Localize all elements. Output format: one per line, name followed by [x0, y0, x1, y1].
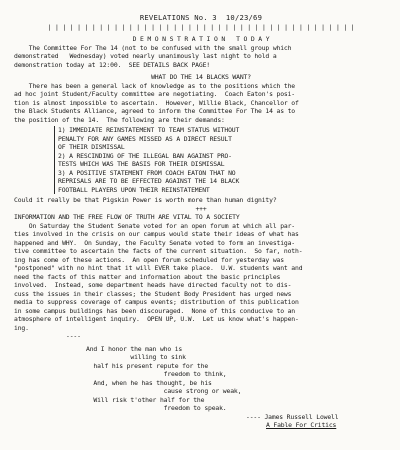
- body-line: happened and WHY. On Sunday, the Faculty Senate voted to form an investiga-: [14, 238, 296, 247]
- body-line: demonstration today at 12:00. SEE DETAILS BACK PAGE!: [14, 60, 210, 69]
- body-line: ties involved in the crisis on our campus would state their ideas of what has: [14, 230, 299, 238]
- poem-line: And, when he has thought, be his: [86, 378, 212, 387]
- poem-line: willing to sink: [86, 353, 186, 361]
- poem-line: cause strong or weak,: [86, 387, 242, 395]
- body-line: atmosphere of intelligent inquiry. OPEN UP, U.W. Let us know what's happen-: [14, 315, 299, 323]
- poem-line: freedom to speak.: [86, 404, 227, 412]
- demand-line: 2) A RESCINDING OF THE ILLEGAL BAN AGAINST PRO-: [58, 151, 232, 160]
- demands-heading: WHAT DO THE 14 BLACKS WANT?: [151, 73, 251, 81]
- body-line: "postponed" with no hint that it will EVER take place. U.W. students want and: [14, 264, 303, 272]
- section-mark: +++: [195, 204, 207, 213]
- body-line: ad hoc joint Student/Faculty committee are negotiating. Coach Eaton's posi-: [14, 90, 296, 98]
- body-line: media to suppress coverage of campus events; distribution of this publication: [14, 298, 299, 306]
- body-line: cuss the issues in their classes; the Student Body President has urged news: [14, 289, 292, 298]
- poem-line: freedom to think,: [86, 370, 227, 378]
- body-line: demonstrated Wednesday) voted nearly unanimously last night to hold a: [14, 52, 277, 60]
- section-divider: ----: [66, 332, 81, 340]
- demand-line: PENALTY FOR ANY GAMES MISSED AS A DIRECT RESULT: [58, 134, 232, 143]
- demand-line: REPRISALS ARE TO BE EFFECTED AGAINST THE 14 BLACK: [58, 177, 240, 185]
- poem-author: ---- James Russell Lowell: [246, 412, 339, 421]
- newsletter-title: REVELATIONS No. 3 10/23/69: [139, 13, 263, 22]
- body-line: The Committee For The 14 (not to be confused with the small group which: [14, 43, 292, 52]
- body-line: There has been a general lack of knowledge as to the positions which the: [14, 81, 296, 90]
- poem-quote: [86, 345, 388, 413]
- demands-intro: [14, 82, 388, 125]
- demand-line: FOOTBALL PLAYERS UPON THEIR REINSTATEMENT: [58, 185, 210, 194]
- body-line: On Saturday the Student Senate voted for an open forum at which all par-: [14, 221, 296, 230]
- body-line: the position of the 14. The following are their demands:: [14, 115, 225, 124]
- body-line: tion is almost impossible to ascertain. However, Willie Black, Chancellor of: [14, 98, 299, 107]
- demand-line: 1) IMMEDIATE REINSTATEMENT TO TEAM STATUS WITHOUT: [58, 126, 240, 134]
- demands-list: [54, 126, 388, 194]
- poem-line: half his present repute for the: [86, 361, 209, 370]
- demand-line: 3) A POSITIVE STATEMENT FROM COACH EATON THAT NO: [58, 168, 236, 177]
- body-line: ing has come of these actions. An open forum scheduled for yesterday was: [14, 255, 284, 264]
- title-rule: | | | | | | | | | | | | | | | | | | | | | | | | | | | | | | | | | | | | | | | | | |: [47, 22, 355, 31]
- body-line: involved. Instead, some department heads have directed faculty not to dis-: [14, 281, 292, 289]
- body-line: in some campus buildings has been discouraged. None of this conducive to an: [14, 306, 296, 315]
- demonstration-heading: D E M O N S T R A T I O N T O D A Y: [132, 35, 270, 43]
- demand-line: TESTS WHICH WAS THE BASIS FOR THEIR DISMISSAL: [58, 160, 225, 168]
- poem-line: Will risk t'other half for the: [86, 395, 205, 404]
- body-line: need the facts of this matter and information about the basic principles: [14, 272, 281, 281]
- poem-line: And I honor the man who is: [86, 344, 183, 353]
- body-line: the Black Students Alliance, agreed to inform the Committee For The 14 as to: [14, 107, 296, 115]
- body-line: ing.: [14, 323, 29, 332]
- information-heading: INFORMATION AND THE FREE FLOW OF TRUTH ARE VITAL TO A SOCIETY: [14, 213, 240, 221]
- pigskin-question: Could it really be that Pigskin Power is worth more than human dignity?: [14, 196, 277, 204]
- information-body: [14, 222, 388, 333]
- poem-source: A Fable For Critics: [266, 421, 337, 429]
- body-line: tive committee to ascertain the facts of the current situation. So far, noth-: [14, 247, 303, 255]
- demonstration-body: [14, 44, 388, 70]
- demand-line: OF THEIR DISMISSAL: [58, 143, 125, 151]
